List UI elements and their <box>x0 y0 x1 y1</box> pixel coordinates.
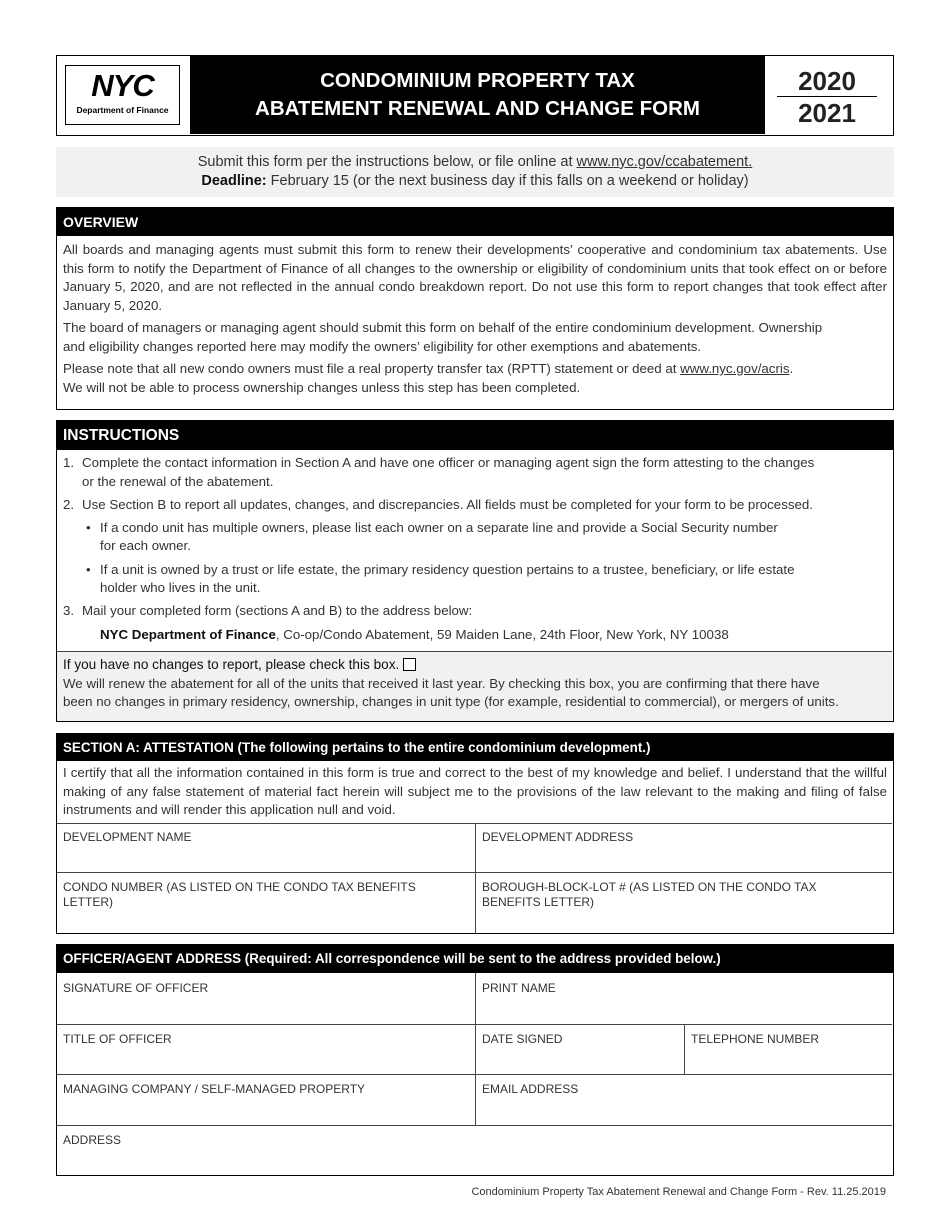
print-name-label: PRINT NAME <box>482 981 556 995</box>
instructions-list <box>57 454 893 645</box>
nyc-doF-logo <box>65 65 180 125</box>
form-title <box>190 56 765 134</box>
instruction-1 <box>63 454 887 491</box>
print-name-field[interactable] <box>476 974 892 1024</box>
overview-p2-line2: and eligibility changes reported here may modify the owners’ eligibility for other exemptions and abatements. <box>63 338 702 354</box>
bullet-dot-2: • <box>86 561 91 577</box>
instructions-section <box>56 420 894 722</box>
address-field[interactable] <box>57 1126 892 1175</box>
condo-number-label: CONDO NUMBER (AS LISTED ON THE CONDO TAX BENEFITS LETTER) <box>63 880 416 909</box>
development-name-label: DEVELOPMENT NAME <box>63 830 192 844</box>
no-changes-line <box>57 656 892 675</box>
acris-period: . <box>789 361 794 376</box>
submit-notice <box>56 147 894 197</box>
instruction-2 <box>63 496 887 515</box>
year-end: 2021 <box>798 98 856 128</box>
address-label: ADDRESS <box>63 1133 122 1147</box>
overview-p3-line2: We will not be able to process ownership changes unless this step has been completed. <box>63 379 581 395</box>
instruction-1-line2: or the renewal of the abatement. <box>82 473 274 489</box>
overview-paragraph-2 <box>57 319 893 356</box>
bullet-2-line2: holder who lives in the unit. <box>100 580 261 595</box>
instruction-1-num: 1. <box>63 455 75 470</box>
tax-year-box <box>765 56 892 134</box>
instruction-2-num: 2. <box>63 497 75 512</box>
instructions-heading: INSTRUCTIONS <box>57 421 893 450</box>
deadline-label: Deadline: <box>201 173 267 189</box>
no-changes-period: . <box>395 657 400 672</box>
acris-link[interactable]: www.nyc.gov/acris <box>680 361 790 376</box>
submit-text: Submit this form per the instructions below, or file online at <box>197 154 577 170</box>
ccabatement-link[interactable]: www.nyc.gov/ccabatement. <box>576 154 753 170</box>
managing-company-field[interactable] <box>57 1075 475 1125</box>
logo-subtext: Department of Finance <box>76 105 169 115</box>
overview-paragraph-1: All boards and managing agents must submit this form to renew their developments’ cooperative and condominium tax abatements. Use this form to notify the Department of Finance of all changes to the ownership or eligibility of condominium units that took effect on or before January 5, 2020, and are not reflected in the annual condo breakdown report. Do not use this form to report changes that took effect after January 5, 2020. <box>63 242 887 313</box>
form-title-line1: CONDOMINIUM PROPERTY TAX <box>320 69 635 92</box>
mailing-address-rest: , Co-op/Condo Abatement, 59 Maiden Lane, 24th Floor, New York, NY 10038 <box>275 627 729 642</box>
no-changes-explainer <box>57 675 892 712</box>
submit-line <box>56 153 894 172</box>
officer-agent-heading: OFFICER/AGENT ADDRESS (Required: All correspondence will be sent to the address provided below.) <box>57 945 893 973</box>
section-a-heading: SECTION A: ATTESTATION (The following pertains to the entire condominium development.) <box>57 734 893 761</box>
year-start: 2020 <box>777 62 877 97</box>
mailing-address <box>63 626 887 645</box>
instruction-2-text: Use Section B to report all updates, changes, and discrepancies. All fields must be completed for your form to be processed. <box>82 497 813 512</box>
overview-paragraph-3 <box>57 360 893 397</box>
logo-text: NYC <box>91 68 154 103</box>
email-label: EMAIL ADDRESS <box>482 1082 579 1096</box>
borough-block-lot-field[interactable] <box>476 873 892 933</box>
bullet-1-line2: for each owner. <box>100 538 191 553</box>
instruction-bullet-2 <box>63 561 887 598</box>
managing-company-label: MANAGING COMPANY / SELF-MANAGED PROPERTY <box>63 1082 366 1096</box>
acris-text: Please note that all new condo owners must file a real property transfer tax (RPTT) statement or deed at <box>63 361 681 376</box>
telephone-field[interactable] <box>685 1025 892 1074</box>
instruction-3 <box>63 602 887 621</box>
officer-agent-section <box>56 944 894 1176</box>
date-signed-label: DATE SIGNED <box>482 1032 563 1046</box>
bullet-1-line1: If a condo unit has multiple owners, please list each owner on a separate line and provide a Social Security number <box>100 519 778 535</box>
overview-p2-line1: The board of managers or managing agent should submit this form on behalf of the entire condominium development. Ownership <box>63 320 823 335</box>
title-of-officer-label: TITLE OF OFFICER <box>63 1032 172 1046</box>
condo-number-field[interactable] <box>57 873 475 933</box>
deadline-text: February 15 (or the next business day if this falls on a weekend or holiday) <box>266 173 749 189</box>
date-signed-field[interactable] <box>476 1025 684 1074</box>
no-changes-line1: We will renew the abatement for all of the units that received it last year. By checking this box, you are confirming that there have <box>63 675 820 691</box>
no-changes-label: If you have no changes to report, please check this box <box>63 657 396 672</box>
no-changes-checkbox[interactable] <box>403 658 416 671</box>
form-title-line2: ABATEMENT RENEWAL AND CHANGE FORM <box>255 97 700 120</box>
instruction-3-text: Mail your completed form (sections A and B) to the address below: <box>82 602 473 618</box>
bullet-dot-1: • <box>86 519 91 535</box>
telephone-label: TELEPHONE NUMBER <box>691 1032 820 1046</box>
no-changes-line2: been no changes in primary residency, ownership, changes in unit type (for example, residential to commercial), or mergers of units. <box>63 694 839 709</box>
mailing-address-name: NYC Department of Finance <box>100 627 276 642</box>
development-address-field[interactable] <box>476 823 892 872</box>
instruction-1-line1: Complete the contact information in Section A and have one officer or managing agent sign the form attesting to the changes <box>82 455 815 470</box>
overview-heading: OVERVIEW <box>57 208 893 236</box>
signature-field[interactable] <box>57 974 475 1024</box>
form-footer: Condominium Property Tax Abatement Renewal and Change Form - Rev. 11.25.2019 <box>471 1186 886 1198</box>
bbl-label-line1: BOROUGH-BLOCK-LOT # (AS LISTED ON THE CONDO TAX <box>482 880 817 894</box>
no-changes-box <box>57 652 892 721</box>
section-a-attestation <box>56 733 894 934</box>
overview-section <box>56 207 894 410</box>
development-name-field[interactable] <box>57 823 475 872</box>
certification-text: I certify that all the information contained in this form is true and correct to the best of my knowledge and belief. I understand that the willful making of any false statement of material fact herein will subject me to the provisions of the law relevant to the making and filing of false instruments and will render this application null and void. <box>63 765 887 817</box>
title-of-officer-field[interactable] <box>57 1025 475 1074</box>
email-field[interactable] <box>476 1075 892 1125</box>
instruction-3-num: 3. <box>63 602 75 618</box>
instruction-bullet-1 <box>63 519 887 556</box>
bullet-2-line1: If a unit is owned by a trust or life estate, the primary residency question pertains to a trustee, beneficiary, or life estate <box>100 561 795 577</box>
deadline-line <box>56 172 894 191</box>
overview-p3-line1 <box>63 360 887 379</box>
signature-label: SIGNATURE OF OFFICER <box>63 981 209 995</box>
logo-box <box>57 56 190 134</box>
bbl-label-line2: BENEFITS LETTER) <box>482 895 595 909</box>
development-address-label: DEVELOPMENT ADDRESS <box>482 830 634 844</box>
form-header <box>56 55 894 136</box>
